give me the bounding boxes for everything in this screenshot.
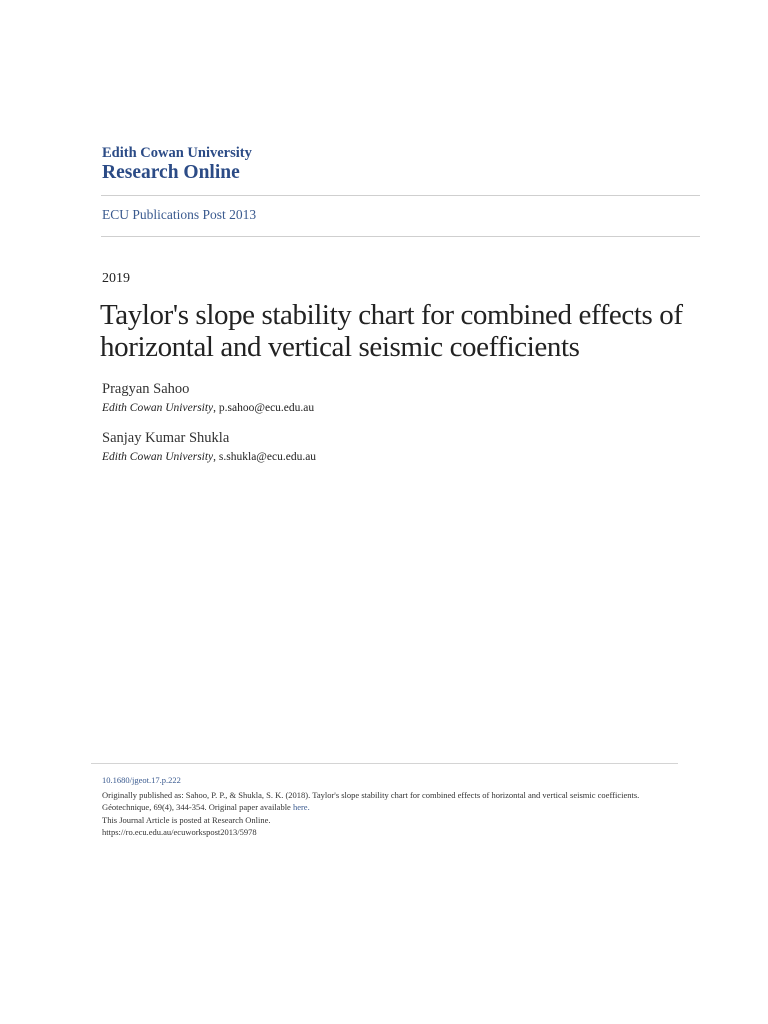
collection-link-text[interactable]: ECU Publications Post 2013: [102, 207, 257, 222]
repository-name[interactable]: Research Online: [102, 162, 240, 183]
author-block: [102, 429, 316, 465]
author-institution: Edith Cowan University: [102, 402, 214, 414]
author-email: , p.sahoo@ecu.edu.au: [213, 402, 315, 414]
author-institution: Edith Cowan University: [102, 451, 214, 463]
collection-link[interactable]: [102, 206, 256, 224]
article-title: Taylor's slope stability chart for combined effects of horizontal and vertical seismic coefficients: [100, 299, 683, 363]
institution-name[interactable]: Edith Cowan University: [102, 145, 252, 161]
doi-link[interactable]: 10.1680/jgeot.17.p.222: [102, 775, 181, 785]
record-url[interactable]: https://ro.ecu.edu.au/ecuworkspost2013/5978: [102, 827, 257, 837]
header-divider: [101, 195, 700, 196]
author-name: Sanjay Kumar Shukla: [102, 430, 230, 446]
citation-footer: [102, 774, 662, 839]
citation-text: [102, 789, 662, 814]
author-block: [102, 380, 314, 416]
author-affiliation: [102, 449, 316, 465]
author-name: Pragyan Sahoo: [102, 381, 190, 397]
footer-divider: [91, 763, 678, 764]
citation-body: Originally published as: Sahoo, P. P., & Shukla, S. K. (2018). Taylor's slope stability chart for combined effects of horizontal and vertical seismic coefficients. Géotechnique, 69(4), 344-354. Original paper available: [102, 789, 640, 812]
publication-year: 2019: [102, 271, 130, 286]
author-affiliation: [102, 400, 314, 416]
here-link[interactable]: here.: [292, 802, 310, 812]
posted-note: This Journal Article is posted at Research Online.: [102, 814, 271, 825]
repository-header: [102, 145, 252, 184]
author-email: , s.shukla@ecu.edu.au: [213, 451, 317, 463]
collection-divider: [101, 236, 700, 237]
